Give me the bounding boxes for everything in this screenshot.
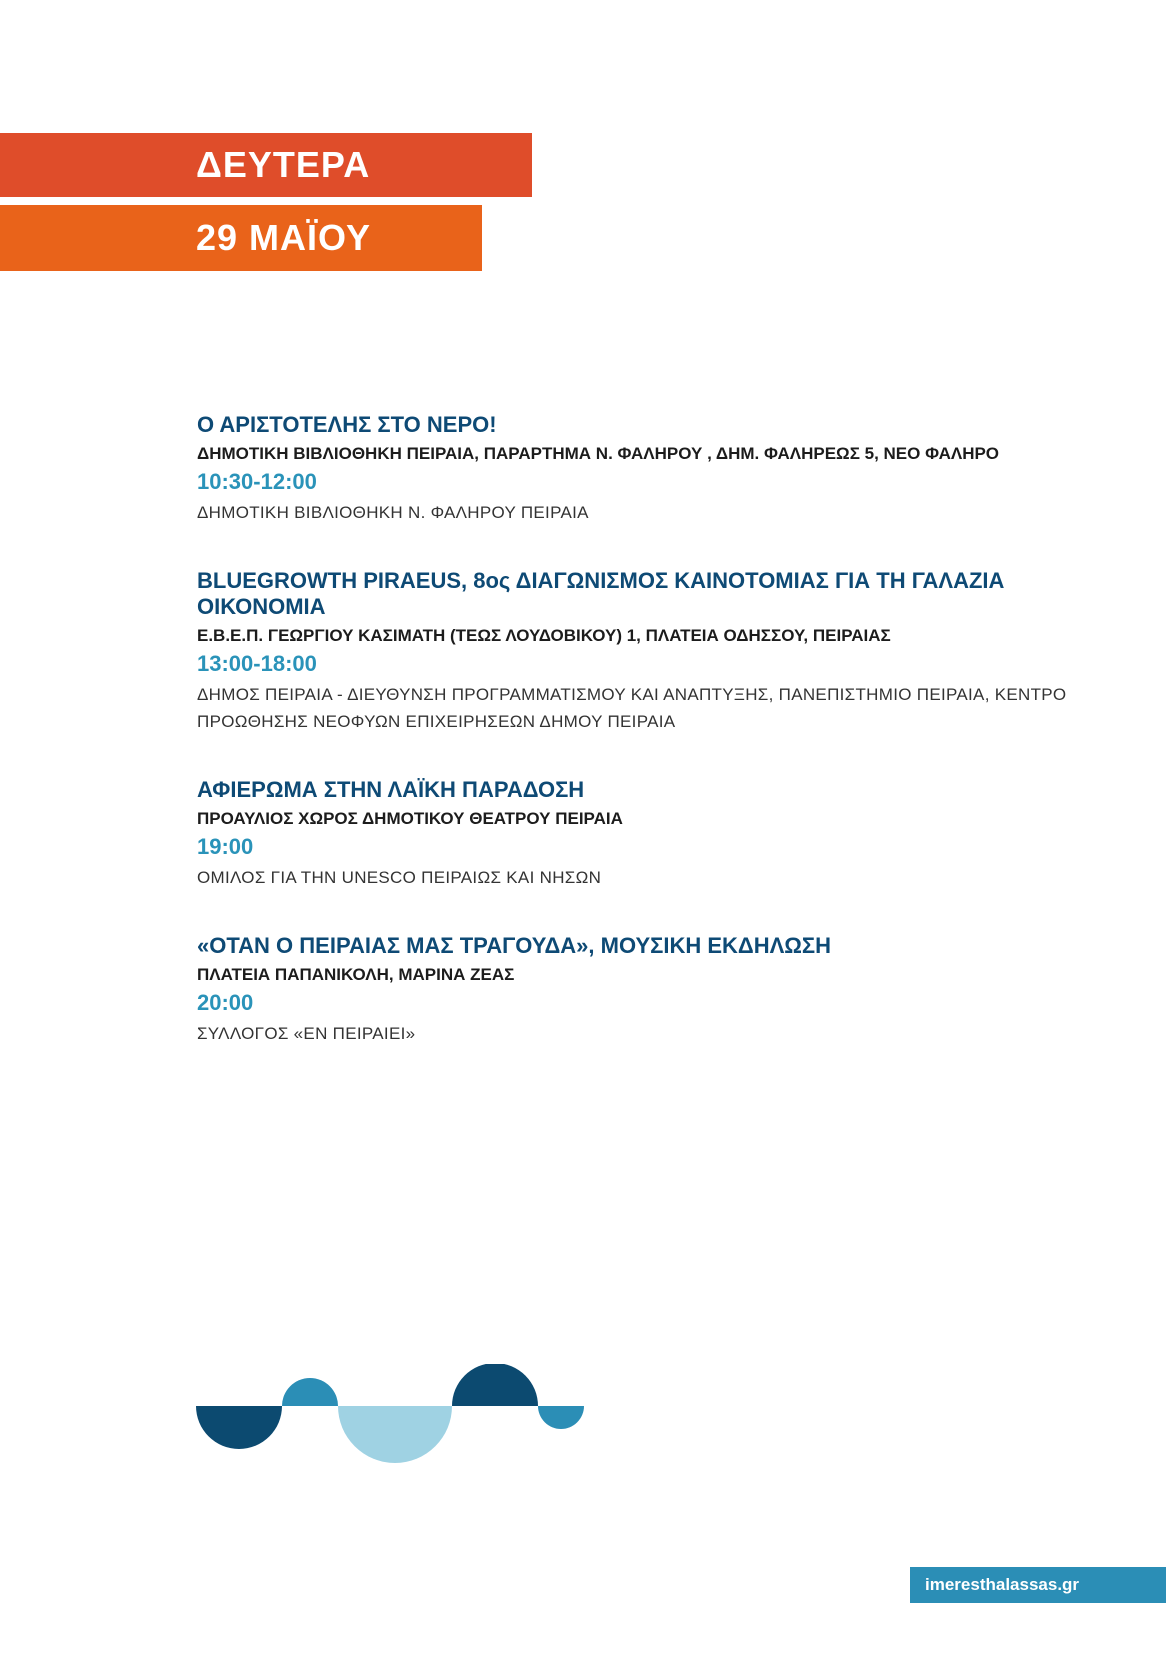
event-venue: ΠΛΑΤΕΙΑ ΠΑΠΑΝΙΚΟΛΗ, ΜΑΡΙΝΑ ΖΕΑΣ — [197, 965, 515, 984]
event-title: Ο ΑΡΙΣΤΟΤΕΛΗΣ ΣΤΟ ΝΕΡΟ! — [197, 412, 497, 437]
wave-shape-mid-top — [282, 1378, 338, 1406]
event-time: 10:30-12:00 — [197, 469, 317, 494]
date-label: 29 ΜΑΪΟΥ — [196, 217, 372, 258]
event-organizer: ΟΜΙΛΟΣ ΓΙΑ ΤΗΝ UNESCO ΠΕΙΡΑΙΩΣ ΚΑΙ ΝΗΣΩΝ — [197, 868, 602, 887]
event-venue: Ε.Β.Ε.Π. ΓΕΩΡΓΙΟΥ ΚΑΣΙΜΑΤΗ (ΤΕΩΣ ΛΟΥΔΟΒΙΚΟΥ) 1, ΠΛΑΤΕΙΑ ΟΔΗΣΣΟΥ, ΠΕΙΡΑΙΑΣ — [197, 626, 891, 645]
wave-shape-light-bottom — [338, 1406, 452, 1463]
event-organizer: ΣΥΛΛΟΓΟΣ «ΕΝ ΠΕΙΡΑΙΕΙ» — [197, 1024, 416, 1043]
day-label: ΔΕΥΤΕΡΑ — [196, 144, 371, 185]
event-organizer: ΔΗΜΟΣ ΠΕΙΡΑΙΑ - ΔΙΕΥΘΥΝΣΗ ΠΡΟΓΡΑΜΜΑΤΙΣΜΟΥ ΚΑΙ ΑΝΑΠΤΥΞΗΣ, ΠΑΝΕΠΙΣΤΗΜΙΟ ΠΕΙΡΑΙΑ, ΚΕΝΤΡΟ ΠΡΟΩΘΗΣΗΣ ΝΕΟΦΥΩΝ ΕΠΙΧΕΙΡΗΣΕΩΝ ΔΗΜΟΥ ΠΕΙΡΑΙΑ — [197, 685, 1067, 731]
event-title: BLUEGROWTH PIRAEUS, 8ος ΔΙΑΓΩΝΙΣΜΟΣ ΚΑΙΝΟΤΟΜΙΑΣ ΓΙΑ ΤΗ ΓΑΛΑΖΙΑ ΟΙΚΟΝΟΜΙΑ — [197, 568, 1005, 619]
event-venue: ΔΗΜΟΤΙΚΗ ΒΙΒΛΙΟΘΗΚΗ ΠΕΙΡΑΙΑ, ΠΑΡΑΡΤΗΜΑ Ν. ΦΑΛΗΡΟΥ , ΔΗΜ. ΦΑΛΗΡΕΩΣ 5, ΝΕΟ ΦΑΛΗΡΟ — [197, 444, 1000, 463]
events-list — [197, 412, 1097, 1089]
event-time: 13:00-18:00 — [197, 651, 317, 676]
site-link[interactable] — [910, 1567, 1166, 1603]
day-banner — [0, 133, 532, 197]
event-time: 20:00 — [197, 990, 254, 1015]
wave-shape-dark-left — [196, 1406, 282, 1449]
event-item — [197, 412, 1097, 526]
wave-shape-dark-right — [452, 1364, 538, 1406]
event-time: 19:00 — [197, 834, 254, 859]
event-title: ΑΦΙΕΡΩΜΑ ΣΤΗΝ ΛΑΪΚΗ ΠΑΡΑΔΟΣΗ — [197, 777, 585, 802]
site-url: imeresthalassas.gr — [925, 1575, 1080, 1594]
event-title: «ΟΤΑΝ Ο ΠΕΙΡΑΙΑΣ ΜΑΣ ΤΡΑΓΟΥΔΑ», ΜΟΥΣΙΚΗ ΕΚΔΗΛΩΣΗ — [197, 933, 832, 958]
event-organizer: ΔΗΜΟΤΙΚΗ ΒΙΒΛΙΟΘΗΚΗ Ν. ΦΑΛΗΡΟΥ ΠΕΙΡΑΙΑ — [197, 503, 589, 522]
wave-shape-mid-small — [538, 1406, 584, 1429]
event-venue: ΠΡΟΑΥΛΙΟΣ ΧΩΡΟΣ ΔΗΜΟΤΙΚΟΥ ΘΕΑΤΡΟΥ ΠΕΙΡΑΙΑ — [197, 809, 623, 828]
wave-semicircles-icon — [196, 1364, 586, 1474]
event-item — [197, 777, 1097, 891]
date-banner — [0, 205, 482, 271]
event-item — [197, 933, 1097, 1047]
event-item — [197, 568, 1097, 735]
